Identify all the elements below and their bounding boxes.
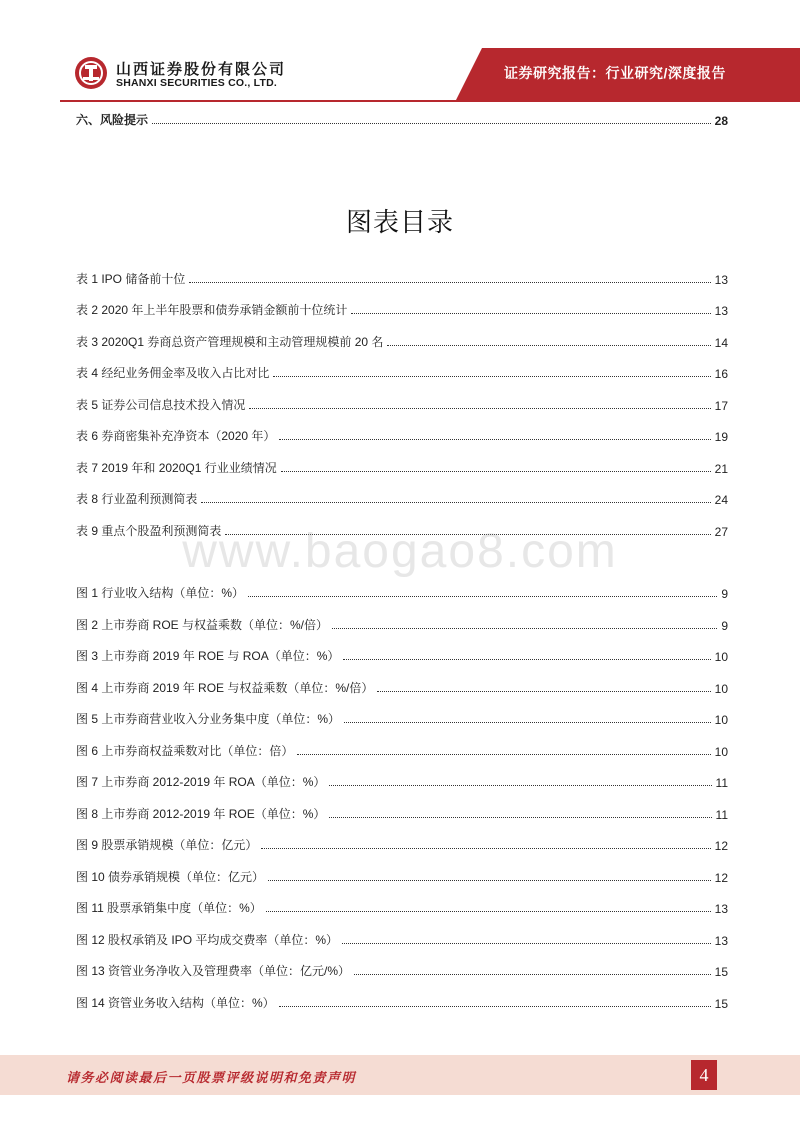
toc-leader-dots xyxy=(261,847,710,849)
toc-entry-page: 16 xyxy=(714,367,728,381)
company-logo-icon xyxy=(74,56,108,90)
toc-leader-dots xyxy=(279,438,710,440)
toc-leader-dots xyxy=(279,1005,711,1007)
toc-leader-dots xyxy=(344,721,711,723)
toc-entry-label: 图 14 资管业务收入结构（单位：%） xyxy=(76,996,275,1010)
toc-entry-label: 表 9 重点个股盈利预测简表 xyxy=(76,524,222,538)
toc-figure-entry[interactable] xyxy=(76,898,728,916)
toc-table-entry[interactable] xyxy=(76,332,728,350)
toc-figure-entry[interactable] xyxy=(76,709,728,727)
toc-entry-risk[interactable] xyxy=(76,110,728,128)
toc-figure-entry[interactable] xyxy=(76,583,728,601)
toc-table-entry[interactable] xyxy=(76,395,728,413)
footer-disclaimer: 请务必阅读最后一页股票评级说明和免责声明 xyxy=(66,1070,357,1085)
toc-leader-dots xyxy=(354,973,711,975)
toc-leader-dots xyxy=(332,627,717,629)
toc-figure-entry[interactable] xyxy=(76,961,728,979)
toc-entry-label: 表 5 证券公司信息技术投入情况 xyxy=(76,398,246,412)
toc-entry-page: 12 xyxy=(714,839,728,853)
toc-figure-entry[interactable] xyxy=(76,804,728,822)
toc-entry-page: 15 xyxy=(714,997,728,1011)
toc-entry-page: 14 xyxy=(714,336,728,350)
toc-leader-dots xyxy=(342,942,711,944)
toc-leader-dots xyxy=(297,753,710,755)
toc-table-entry[interactable] xyxy=(76,458,728,476)
toc-leader-dots xyxy=(266,910,711,912)
toc-entry-label: 图 5 上市券商营业收入分业务集中度（单位：%） xyxy=(76,712,341,726)
toc-entry-label: 表 4 经纪业务佣金率及收入占比对比 xyxy=(76,366,270,380)
toc-entry-label: 表 3 2020Q1 券商总资产管理规模和主动管理规模前 20 名 xyxy=(76,335,384,349)
toc-entry-page: 13 xyxy=(714,304,728,318)
toc-entry-label: 表 6 券商密集补充净资本（2020 年） xyxy=(76,429,276,443)
toc-entry-label: 图 4 上市券商 2019 年 ROE 与权益乘数（单位：%/倍） xyxy=(76,681,374,695)
toc-leader-dots xyxy=(281,470,711,472)
toc-figure-entry[interactable] xyxy=(76,993,728,1011)
toc-leader-dots xyxy=(249,407,710,409)
toc-entry-page: 9 xyxy=(721,619,728,633)
toc-entry-page: 11 xyxy=(715,808,728,822)
toc-entry-page: 10 xyxy=(714,682,728,696)
toc-entry-label: 图 3 上市券商 2019 年 ROE 与 ROA（单位：%） xyxy=(76,649,340,663)
toc-leader-dots xyxy=(343,658,710,660)
toc-table-entry[interactable] xyxy=(76,269,728,287)
toc-entry-page: 21 xyxy=(714,462,728,476)
toc-table-entry[interactable] xyxy=(76,489,728,507)
toc-entry-page: 27 xyxy=(714,525,728,539)
toc-entry-label: 图 2 上市券商 ROE 与权益乘数（单位：%/倍） xyxy=(76,618,329,632)
toc-entry-label: 表 1 IPO 储备前十位 xyxy=(76,272,186,286)
toc-entry-page: 24 xyxy=(714,493,728,507)
toc-entry-label: 表 8 行业盈利预测简表 xyxy=(76,492,198,506)
toc-figure-entry[interactable] xyxy=(76,678,728,696)
toc-entry-label: 图 9 股票承销规模（单位：亿元） xyxy=(76,838,258,852)
toc-leader-dots xyxy=(201,501,710,503)
toc-leader-dots xyxy=(377,690,710,692)
watermark: www.baogao8.com xyxy=(182,525,618,578)
toc-leader-dots xyxy=(329,816,711,818)
toc-figure-entry[interactable] xyxy=(76,646,728,664)
toc-leader-dots xyxy=(268,879,711,881)
company-name-en: SHANXI SECURITIES CO., LTD. xyxy=(116,77,277,89)
toc-table-entry[interactable] xyxy=(76,363,728,381)
toc-leader-dots xyxy=(273,375,710,377)
toc-entry-page: 13 xyxy=(714,902,728,916)
toc-entry-page: 15 xyxy=(714,965,728,979)
page-number: 4 xyxy=(691,1060,717,1090)
toc-entry-label: 图 13 资管业务净收入及管理费率（单位：亿元/%） xyxy=(76,964,351,978)
toc-table-entry[interactable] xyxy=(76,426,728,444)
toc-entry-label: 图 7 上市券商 2012-2019 年 ROA（单位：%） xyxy=(76,775,326,789)
toc-entry-label: 图 8 上市券商 2012-2019 年 ROE（单位：%） xyxy=(76,807,326,821)
header-divider xyxy=(60,100,800,102)
toc-entry-page: 17 xyxy=(714,399,728,413)
toc-entry-page: 9 xyxy=(721,587,728,601)
toc-entry-label: 六、风险提示 xyxy=(76,113,149,127)
toc-leader-dots xyxy=(351,312,710,314)
toc-figure-entry[interactable] xyxy=(76,772,728,790)
toc-entry-page: 11 xyxy=(715,776,728,790)
report-type-label: 证券研究报告：行业研究/深度报告 xyxy=(504,65,726,81)
toc-figure-entry[interactable] xyxy=(76,835,728,853)
toc-figure-entry[interactable] xyxy=(76,867,728,885)
toc-entry-page: 13 xyxy=(714,934,728,948)
toc-entry-label: 图 6 上市券商权益乘数对比（单位：倍） xyxy=(76,744,294,758)
toc-entry-page: 28 xyxy=(714,114,728,128)
toc-figure-entry[interactable] xyxy=(76,741,728,759)
toc-leader-dots xyxy=(248,595,717,597)
toc-leader-dots xyxy=(189,281,710,283)
toc-entry-label: 图 12 股权承销及 IPO 平均成交费率（单位：%） xyxy=(76,933,339,947)
toc-entry-page: 19 xyxy=(714,430,728,444)
toc-entry-page: 13 xyxy=(714,273,728,287)
company-name-cn: 山西证券股份有限公司 xyxy=(116,61,287,78)
page-header xyxy=(0,0,800,100)
figure-toc-title: 图表目录 xyxy=(345,208,454,238)
toc-entry-page: 10 xyxy=(714,745,728,759)
toc-entry-label: 图 10 债券承销规模（单位：亿元） xyxy=(76,870,265,884)
toc-figure-entry[interactable] xyxy=(76,930,728,948)
toc-leader-dots xyxy=(387,344,710,346)
toc-table-entry[interactable] xyxy=(76,300,728,318)
toc-entry-label: 图 11 股票承销集中度（单位：%） xyxy=(76,901,262,915)
toc-figure-entry[interactable] xyxy=(76,615,728,633)
toc-entry-page: 10 xyxy=(714,713,728,727)
toc-leader-dots xyxy=(152,122,711,124)
toc-entry-label: 表 2 2020 年上半年股票和债券承销金额前十位统计 xyxy=(76,303,348,317)
toc-entry-page: 10 xyxy=(714,650,728,664)
toc-entry-label: 图 1 行业收入结构（单位：%） xyxy=(76,586,245,600)
toc-entry-label: 表 7 2019 年和 2020Q1 行业业绩情况 xyxy=(76,461,277,475)
toc-entry-page: 12 xyxy=(714,871,728,885)
toc-leader-dots xyxy=(329,784,711,786)
